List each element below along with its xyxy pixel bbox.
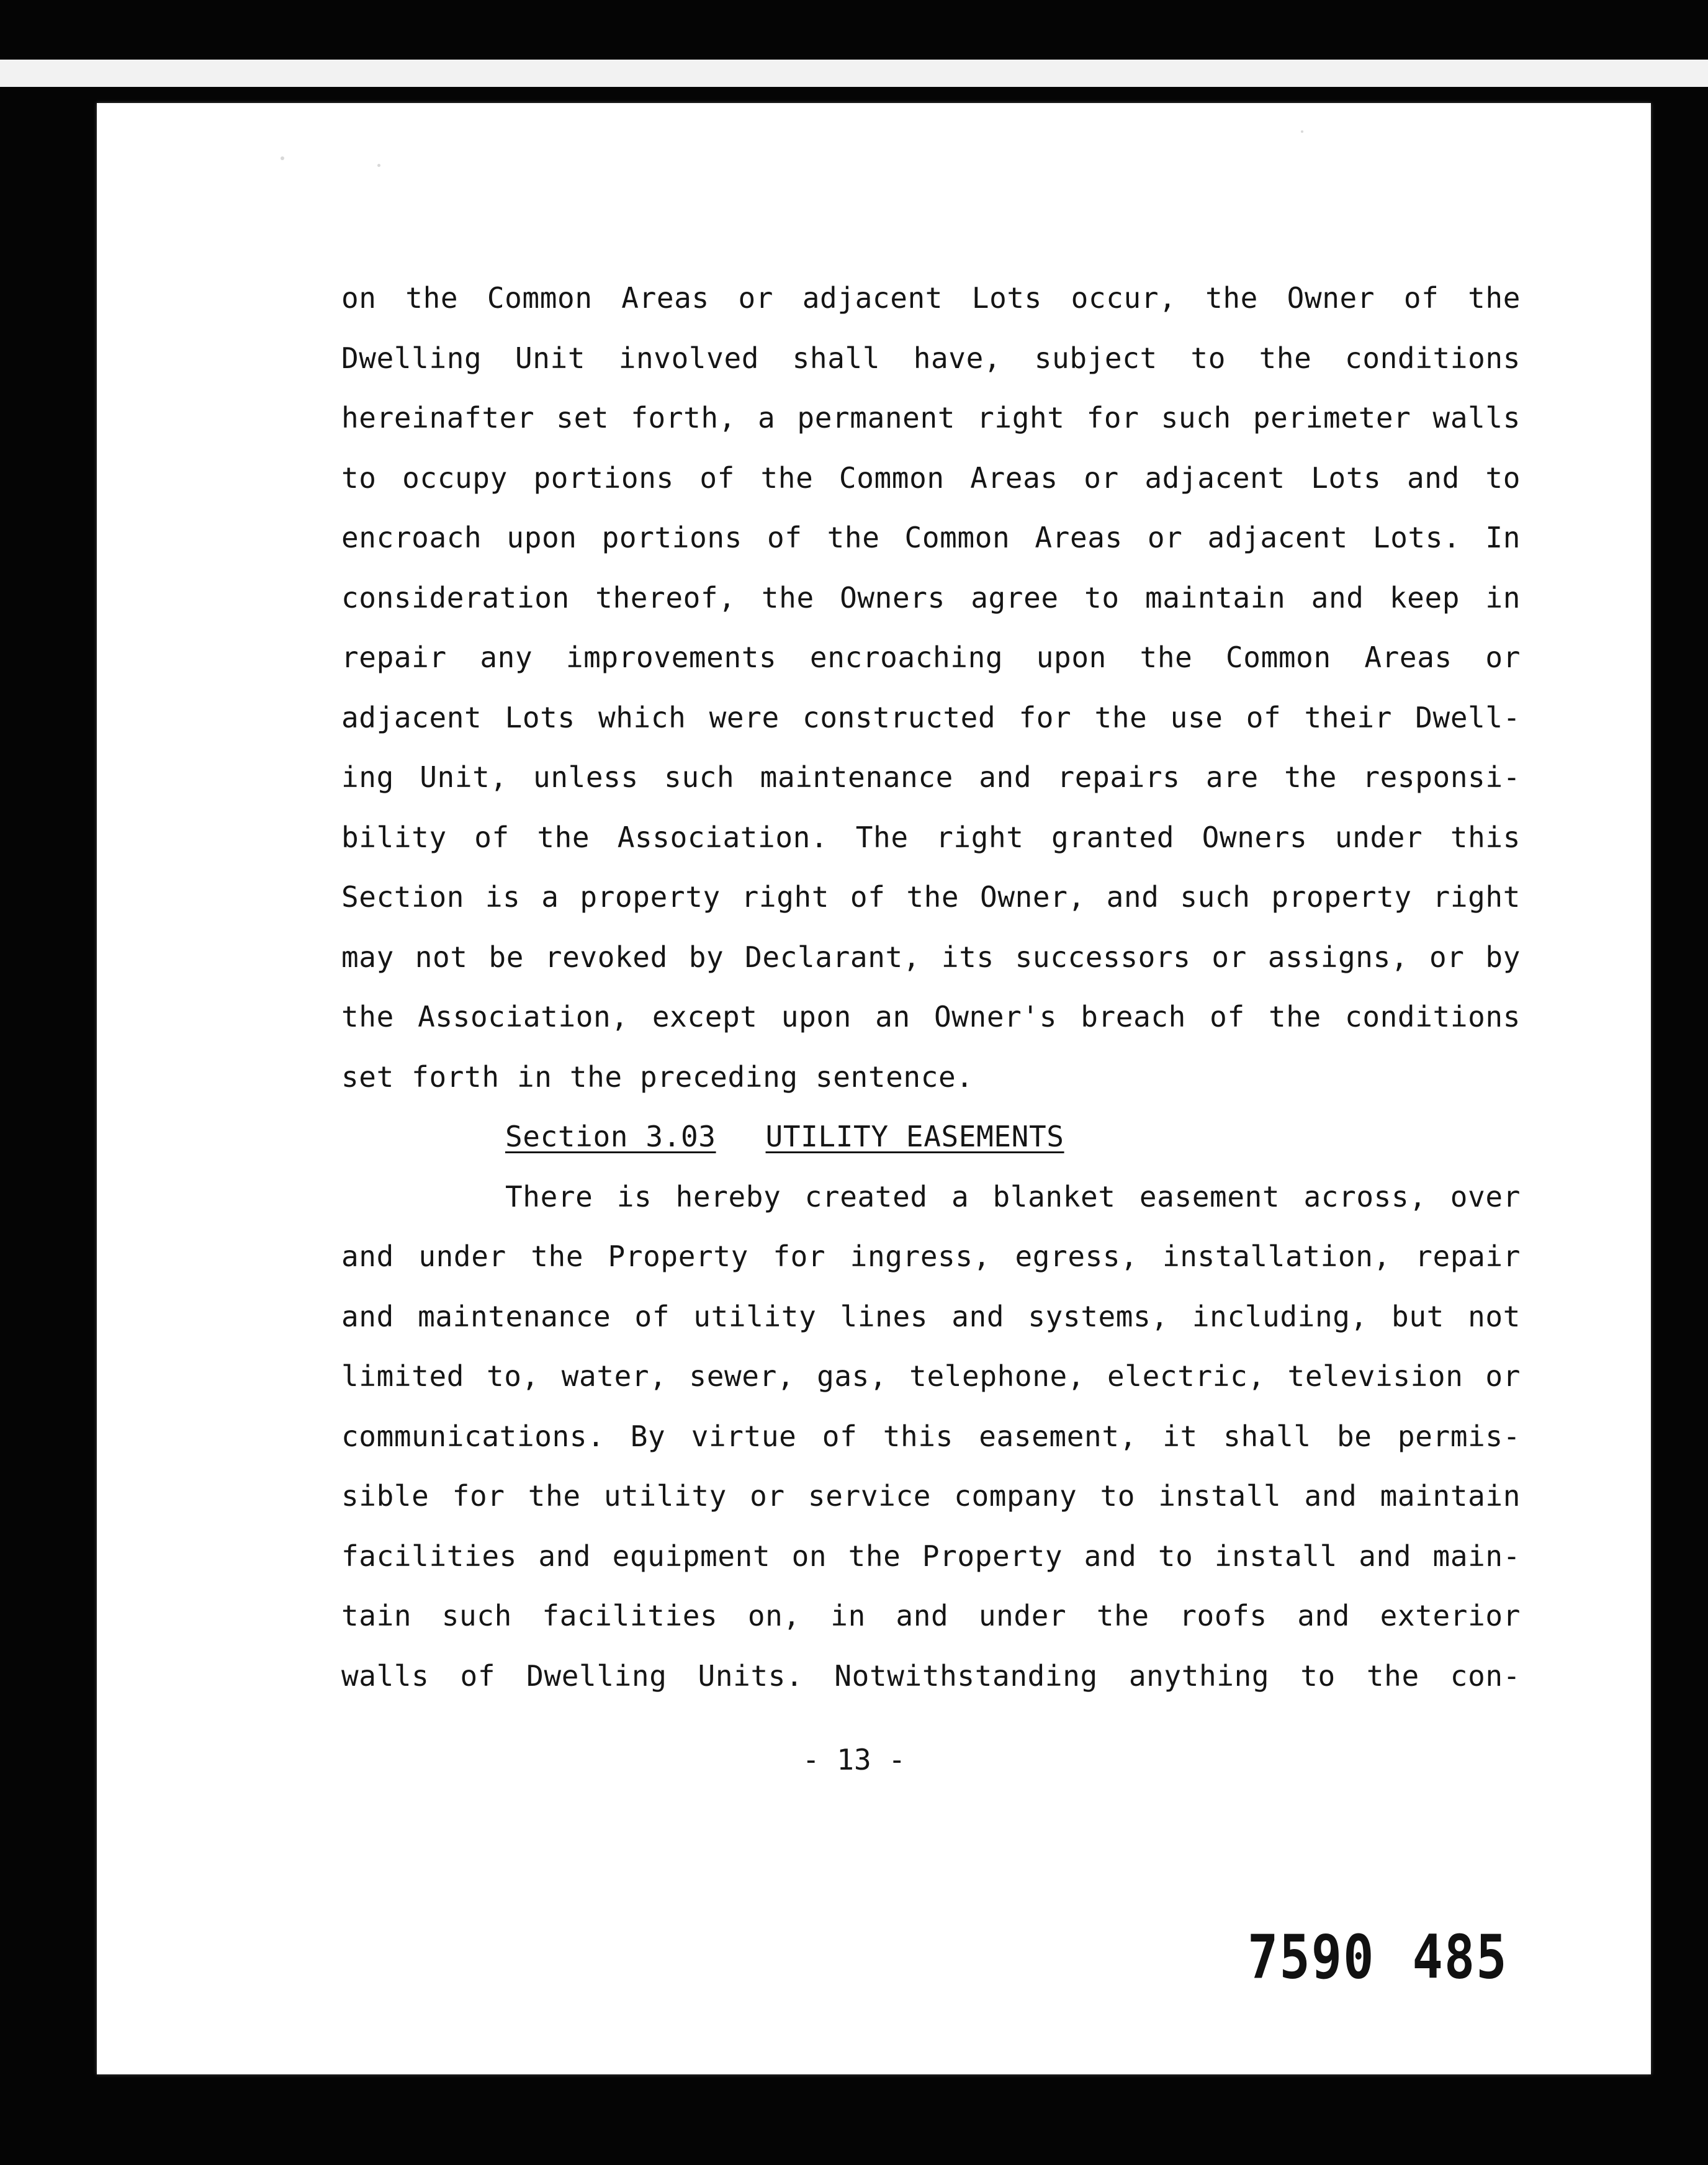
text-line: sible for the utility or service company to install and maintain [341, 1479, 1521, 1513]
text-line: tain such facilities on, in and under the roofs and exterior [341, 1599, 1521, 1632]
paragraph-encroachments [341, 268, 1521, 1107]
text-line: hereinafter set forth, a permanent right for such perimeter walls [341, 401, 1521, 434]
text-line: may not be revoked by Declarant, its successors or assigns, or by [341, 940, 1521, 974]
text-line: limited to, water, sewer, gas, telephone, electric, television or [341, 1359, 1521, 1393]
text-line: encroach upon portions of the Common Areas or adjacent Lots. In [341, 521, 1521, 554]
text-line: on the Common Areas or adjacent Lots occur, the Owner of the [341, 281, 1521, 315]
paragraph-utility-easements [341, 1167, 1521, 1706]
text-line: bility of the Association. The right granted Owners under this [341, 820, 1521, 854]
text-line: There is hereby created a blanket easement across, over [505, 1179, 1521, 1213]
text-line: communications. By virtue of this easement, it shall be permis- [341, 1419, 1521, 1453]
section-number: Section 3.03 [505, 1120, 716, 1153]
text-line: the Association, except upon an Owner's breach of the conditions [341, 1000, 1521, 1033]
text-line: and under the Property for ingress, egress, installation, repair [341, 1240, 1521, 1273]
text-line: to occupy portions of the Common Areas or adjacent Lots and to [341, 461, 1521, 495]
document-body [341, 268, 1521, 1706]
record-stamp [1247, 1923, 1508, 1992]
record-book-number: 7590 [1247, 1923, 1375, 1993]
record-page-number: 485 [1412, 1923, 1508, 1993]
scanner-edge-strip [0, 60, 1708, 87]
page-number: - 13 - [802, 1743, 906, 1776]
text-line: adjacent Lots which were constructed for the use of their Dwell- [341, 700, 1521, 734]
section-heading [341, 1107, 1521, 1167]
text-line: consideration thereof, the Owners agree to maintain and keep in [341, 580, 1521, 614]
section-title: UTILITY EASEMENTS [765, 1120, 1064, 1153]
text-line: Dwelling Unit involved shall have, subject to the conditions [341, 341, 1521, 375]
text-line: facilities and equipment on the Property and to install and main- [341, 1539, 1521, 1573]
text-line: walls of Dwelling Units. Notwithstanding anything to the con- [341, 1659, 1521, 1693]
text-line: ing Unit, unless such maintenance and repairs are the responsi- [341, 760, 1521, 794]
text-line: repair any improvements encroaching upon the Common Areas or [341, 641, 1521, 674]
text-line: set forth in the preceding sentence. [341, 1060, 974, 1094]
text-line: Section is a property right of the Owner, and such property right [341, 880, 1521, 914]
text-line: and maintenance of utility lines and systems, including, but not [341, 1299, 1521, 1333]
